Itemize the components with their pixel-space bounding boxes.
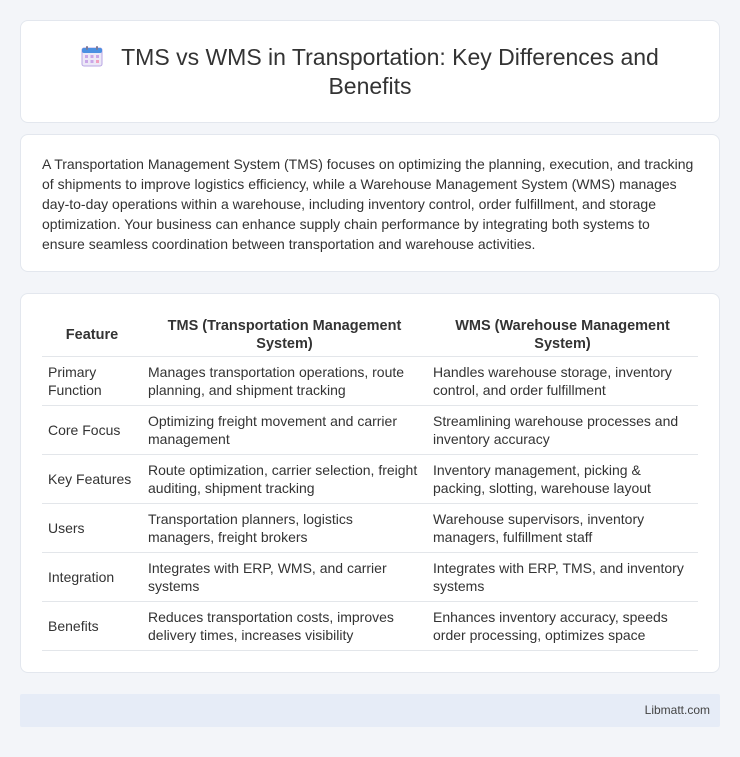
feature-cell: Integration: [42, 552, 142, 601]
tms-cell: Route optimization, carrier selection, freight auditing, shipment tracking: [142, 454, 427, 503]
tms-cell: Transportation planners, logistics managers, freight brokers: [142, 503, 427, 552]
table-row: [42, 454, 698, 503]
header-tms: TMS (Transportation Management System): [142, 316, 427, 356]
feature-cell: Users: [42, 503, 142, 552]
wms-cell: Handles warehouse storage, inventory control, and order fulfillment: [427, 356, 698, 405]
comparison-table: [42, 316, 698, 651]
wms-cell: Integrates with ERP, TMS, and inventory systems: [427, 552, 698, 601]
header-feature: Feature: [42, 316, 142, 356]
feature-cell: Key Features: [42, 454, 142, 503]
title-block: [21, 43, 719, 101]
feature-cell: Benefits: [42, 601, 142, 650]
wms-cell: Inventory management, picking & packing, slotting, warehouse layout: [427, 454, 698, 503]
table-row: [42, 552, 698, 601]
tms-cell: Optimizing freight movement and carrier management: [142, 405, 427, 454]
wms-cell: Streamlining warehouse processes and inventory accuracy: [427, 405, 698, 454]
title-card: [20, 20, 720, 123]
table-row: [42, 405, 698, 454]
tms-cell: Integrates with ERP, WMS, and carrier systems: [142, 552, 427, 601]
page-title: TMS vs WMS in Transportation: Key Differences and Benefits: [121, 44, 659, 99]
table-row: [42, 356, 698, 405]
table-header-row: [42, 316, 698, 356]
calendar-icon: [81, 45, 103, 67]
comparison-card: [20, 293, 720, 673]
wms-cell: Enhances inventory accuracy, speeds order processing, optimizes space: [427, 601, 698, 650]
header-wms: WMS (Warehouse Management System): [427, 316, 698, 356]
wms-cell: Warehouse supervisors, inventory managers, fulfillment staff: [427, 503, 698, 552]
tms-cell: Reduces transportation costs, improves delivery times, increases visibility: [142, 601, 427, 650]
footer-bar: [20, 694, 720, 727]
table-row: [42, 601, 698, 650]
intro-paragraph: A Transportation Management System (TMS) focuses on optimizing the planning, execution, and tracking of shipments to improve logistics efficiency, while a Warehouse Management System (WMS) manages day-to-day operations within a warehouse, including inventory control, order fulfillment, and storage optimization. Your business can enhance supply chain performance by integrating both systems to ensure seamless coordination between transportation and warehouse activities.: [42, 156, 694, 252]
feature-cell: Core Focus: [42, 405, 142, 454]
intro-card: [20, 134, 720, 272]
footer-site-link[interactable]: Libmatt.com: [644, 703, 710, 717]
feature-cell: Primary Function: [42, 356, 142, 405]
tms-cell: Manages transportation operations, route planning, and shipment tracking: [142, 356, 427, 405]
table-row: [42, 503, 698, 552]
